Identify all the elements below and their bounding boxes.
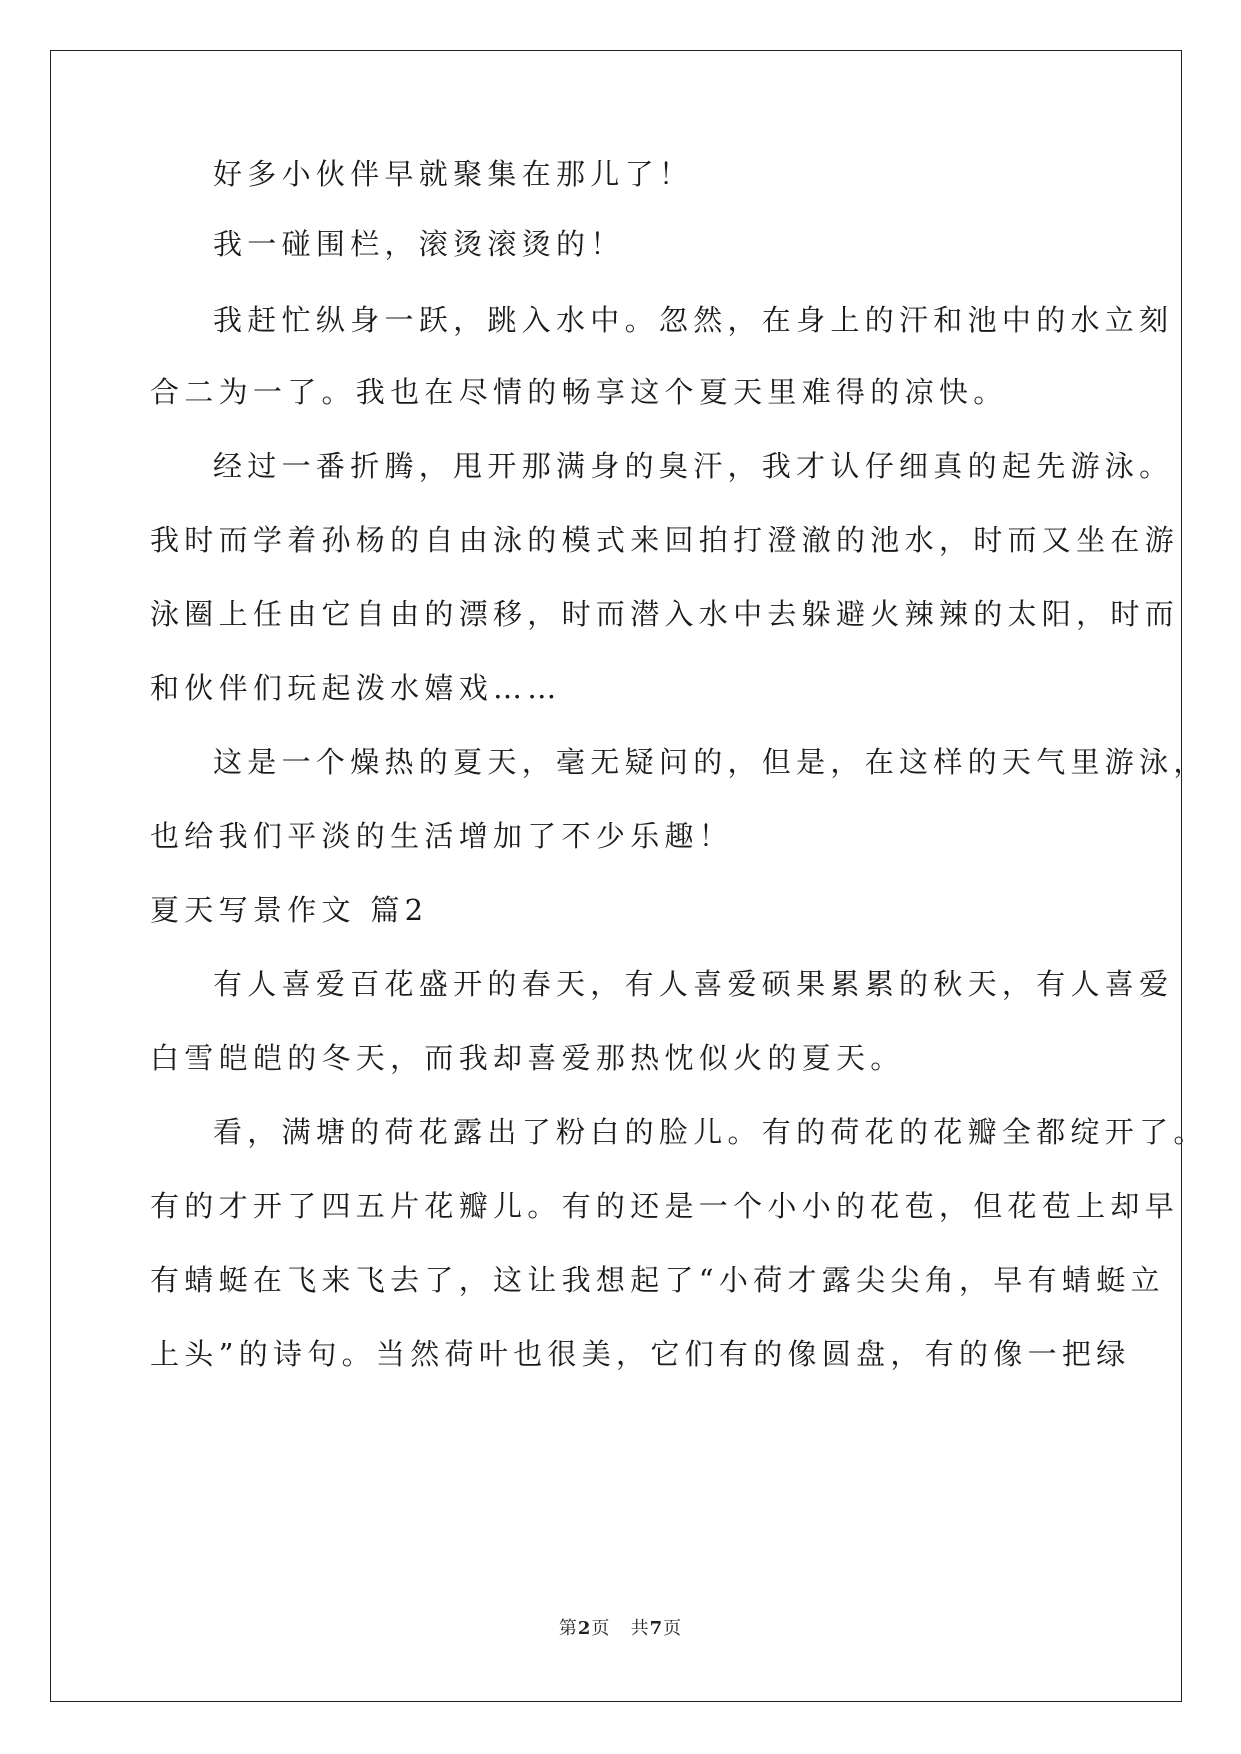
paragraph-line: 合二为一了。我也在尽情的畅享这个夏天里难得的凉快。 [150,375,1008,409]
paragraph-line: 这是一个燥热的夏天，毫无疑问的，但是，在这样的天气里游泳， [213,745,1208,779]
page-label-suffix: 页 [591,1618,611,1639]
paragraph-line: 白雪皑皑的冬天，而我却喜爱那热忱似火的夏天。 [150,1041,905,1075]
paragraph-line: 我一碰围栏，滚烫滚烫的！ [213,227,625,261]
paragraph-line: 泳圈上任由它自由的漂移，时而潜入水中去躲避火辣辣的太阳，时而 [150,597,1180,631]
paragraph-line: 好多小伙伴早就聚集在那儿了！ [213,157,694,191]
paragraph-line: 有的才开了四五片花瓣儿。有的还是一个小小的花苞，但花苞上却早 [150,1189,1180,1223]
paragraph-line: 也给我们平淡的生活增加了不少乐趣！ [150,819,734,853]
page-footer [0,1617,1241,1641]
section-heading: 夏天写景作文 篇2 [150,893,429,927]
page-label-prefix: 第 [558,1618,578,1639]
paragraph-line: 有蜻蜓在飞来飞去了，这让我想起了“小荷才露尖尖角，早有蜻蜓立 [150,1263,1165,1297]
paragraph-line: 有人喜爱百花盛开的春天，有人喜爱硕果累累的秋天，有人喜爱 [213,967,1174,1001]
paragraph-line: 看，满塘的荷花露出了粉白的脸儿。有的荷花的花瓣全都绽开了。 [213,1115,1208,1149]
total-label-suffix: 页 [663,1618,683,1639]
page-border [50,50,1182,1702]
paragraph-line: 我赶忙纵身一跃，跳入水中。忽然，在身上的汗和池中的水立刻 [213,303,1174,337]
paragraph-line: 我时而学着孙杨的自由泳的模式来回拍打澄澈的池水，时而又坐在游 [150,523,1180,557]
page-number: 2 [577,1618,592,1639]
paragraph-line: 经过一番折腾，甩开那满身的臭汗，我才认仔细真的起先游泳。 [213,449,1174,483]
total-label-prefix: 共 [630,1618,650,1639]
paragraph-line: 上头”的诗句。当然荷叶也很美，它们有的像圆盘，有的像一把绿 [150,1337,1131,1371]
paragraph-line: 和伙伴们玩起泼水嬉戏…… [150,671,562,705]
total-pages: 7 [649,1618,664,1639]
